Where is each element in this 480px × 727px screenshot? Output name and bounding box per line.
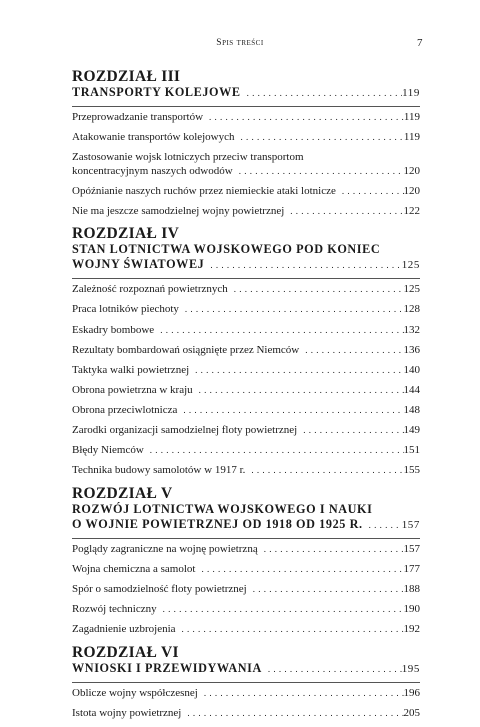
entry-line: [72, 205, 420, 219]
dot-leader: [247, 583, 404, 597]
dot-leader: [203, 111, 404, 125]
chapter-label: ROZDZIAŁ V: [72, 484, 173, 502]
entry-line: [72, 131, 420, 145]
dot-leader: [176, 623, 404, 637]
entry-line: [72, 583, 420, 597]
entry-page-number: 149: [403, 424, 420, 437]
dot-leader: [241, 85, 402, 101]
entry-page-number: 132: [403, 323, 420, 336]
toc-entry[interactable]: [72, 464, 420, 478]
entry-page-number: 196: [403, 686, 420, 699]
chapter-title: WNIOSKI I PRZEWIDYWANIA: [72, 660, 262, 675]
entry-page-number: 177: [403, 562, 420, 575]
entry-line: [72, 185, 420, 199]
toc-entry[interactable]: [72, 404, 420, 418]
toc-entry[interactable]: [72, 111, 420, 125]
dot-leader: [189, 364, 403, 378]
chapter-section: [72, 225, 420, 477]
entry-list: [72, 283, 420, 477]
entry-page-number: 188: [403, 582, 420, 595]
chapter-page-number: 157: [401, 518, 420, 531]
entry-line: [72, 344, 420, 358]
toc-entry[interactable]: [72, 384, 420, 398]
toc-entry[interactable]: [72, 603, 420, 617]
dot-leader: [193, 384, 404, 398]
entry-line: [72, 364, 420, 378]
dot-leader: [245, 464, 403, 478]
entry-page-number: 136: [403, 343, 420, 356]
entry-page-number: 128: [403, 303, 420, 316]
entry-line: [72, 603, 420, 617]
toc-entry[interactable]: [72, 623, 420, 637]
entry-line: [72, 303, 420, 317]
table-of-contents: [72, 68, 420, 727]
dot-leader: [363, 517, 402, 533]
chapter-label: ROZDZIAŁ VI: [72, 643, 179, 661]
toc-entry[interactable]: [72, 283, 420, 297]
entry-line: [72, 444, 420, 458]
entry-title: Spór o samodzielność floty powietrznej: [72, 582, 247, 595]
dot-leader: [144, 444, 404, 458]
dot-leader: [177, 404, 403, 418]
chapter-section: [72, 644, 420, 721]
entry-line: [72, 424, 420, 438]
entry-title: Zarodki organizacji samodzielnej floty powietrznej: [72, 424, 298, 437]
entry-title-first-line: Zastosowanie wojsk lotniczych przeciw transportom: [72, 151, 304, 164]
entry-line: [72, 623, 420, 637]
entry-title: Przeprowadzanie transportów: [72, 111, 204, 123]
chapter-label: ROZDZIAŁ III: [72, 68, 181, 85]
dot-leader: [233, 165, 404, 179]
entry-title: Oblicze wojny współczesnej: [72, 686, 198, 699]
chapter-page-number: 119: [402, 87, 420, 99]
dot-leader: [181, 707, 403, 721]
entry-page-number: 205: [403, 706, 420, 719]
chapter-title-line[interactable]: [72, 257, 420, 273]
toc-entry[interactable]: [72, 324, 420, 338]
dot-leader: [157, 603, 404, 617]
dot-leader: [235, 131, 404, 145]
entry-title: Atakowanie transportów kolejowych: [72, 131, 235, 144]
entry-title: Zagadnienie uzbrojenia: [72, 623, 176, 636]
entry-page-number: 119: [403, 131, 420, 144]
entry-title: Obrona powietrzna w kraju: [72, 383, 193, 396]
chapter-title: WOJNY ŚWIATOWEJ: [72, 257, 205, 272]
entry-page-number: 119: [403, 111, 420, 123]
toc-entry[interactable]: [72, 185, 420, 199]
entry-title: Praca lotników piechoty: [72, 303, 179, 316]
entry-page-number: 125: [403, 283, 420, 296]
dot-leader: [195, 563, 403, 577]
entry-title: Taktyka walki powietrznej: [72, 363, 190, 376]
entry-title: Rozwój techniczny: [72, 603, 157, 615]
entry-line: [72, 543, 420, 557]
entry-line: [72, 707, 420, 721]
entry-list: [72, 687, 420, 721]
entry-title: koncentracyjnym naszych odwodów: [72, 164, 233, 177]
entry-page-number: 122: [403, 204, 420, 217]
entry-line: [72, 687, 420, 701]
dot-leader: [179, 303, 404, 317]
entry-title: Eskadry bombowe: [72, 323, 155, 336]
entry-page-number: 148: [403, 403, 420, 416]
entry-page-number: 155: [403, 464, 420, 477]
dot-leader: [297, 424, 403, 438]
chapter-section: [72, 68, 420, 218]
chapter-page-number: 125: [401, 259, 420, 272]
page-number: 7: [417, 37, 423, 49]
entry-line: [72, 165, 420, 179]
entry-title: Obrona przeciwlotnicza: [72, 403, 178, 416]
entry-title: Zależność rozpoznań powietrznych: [72, 283, 228, 296]
toc-entry[interactable]: [72, 424, 420, 438]
entry-line: [72, 111, 420, 125]
entry-page-number: 120: [403, 184, 420, 197]
chapter-title-line[interactable]: [72, 517, 420, 533]
toc-entry[interactable]: [72, 687, 420, 701]
chapter-divider: [72, 106, 420, 107]
chapter-section: [72, 485, 420, 637]
entry-line: [72, 283, 420, 297]
entry-title: Wojna chemiczna a samolot: [72, 562, 196, 575]
toc-entry[interactable]: [72, 543, 420, 557]
entry-title: Rezultaty bombardowań osiągnięte przez Niemców: [72, 343, 300, 356]
entry-line: [72, 563, 420, 577]
chapter-title: TRANSPORTY KOLEJOWE: [72, 85, 241, 99]
toc-entry[interactable]: [72, 344, 420, 358]
entry-line: [72, 324, 420, 338]
chapter-page-number: 195: [401, 662, 420, 675]
entry-page-number: 120: [403, 164, 420, 177]
entry-line: [72, 404, 420, 418]
dot-leader: [154, 324, 403, 338]
entry-page-number: 140: [403, 363, 420, 376]
toc-entry[interactable]: [72, 151, 420, 178]
chapter-title-line[interactable]: [72, 661, 420, 677]
toc-entry[interactable]: [72, 707, 420, 721]
entry-list: [72, 543, 420, 637]
toc-entry[interactable]: [72, 583, 420, 597]
toc-entry[interactable]: [72, 364, 420, 378]
chapter-divider: [72, 682, 420, 683]
dot-leader: [284, 205, 403, 219]
toc-entry[interactable]: [72, 563, 420, 577]
entry-title: Technika budowy samolotów w 1917 r.: [72, 464, 246, 477]
toc-entry[interactable]: [72, 205, 420, 219]
chapter-title-first-line: STAN LOTNICTWA WOJSKOWEGO POD KONIEC: [72, 242, 381, 257]
entry-page-number: 144: [403, 383, 420, 396]
entry-title: Istota wojny powietrznej: [72, 706, 182, 719]
dot-leader: [198, 687, 404, 701]
entry-page-number: 157: [403, 542, 420, 555]
dot-leader: [228, 283, 404, 297]
dot-leader: [299, 344, 403, 358]
entry-title: Nie ma jeszcze samodzielnej wojny powietrznej: [72, 204, 285, 217]
toc-entry[interactable]: [72, 444, 420, 458]
entry-title: Błędy Niemców: [72, 444, 144, 457]
entry-title: Poglądy zagraniczne na wojnę powietrzną: [72, 542, 258, 555]
dot-leader: [258, 543, 404, 557]
entry-line: [72, 464, 420, 478]
dot-leader: [262, 661, 402, 677]
chapter-title: O WOJNIE POWIETRZNEJ OD 1918 OD 1925 R.: [72, 516, 363, 531]
chapter-title-first-line: ROZWÓJ LOTNICTWA WOJSKOWEGO I NAUKI: [72, 501, 373, 516]
entry-list: [72, 111, 420, 218]
toc-entry[interactable]: [72, 131, 420, 145]
dot-leader: [336, 185, 404, 199]
entry-line: [72, 384, 420, 398]
chapter-label: ROZDZIAŁ IV: [72, 225, 180, 243]
chapter-divider: [72, 538, 420, 539]
chapter-divider: [72, 278, 420, 279]
toc-entry[interactable]: [72, 303, 420, 317]
entry-page-number: 151: [403, 444, 420, 457]
running-title: Spis treści: [216, 38, 264, 48]
entry-page-number: 190: [403, 603, 420, 615]
entry-page-number: 192: [403, 623, 420, 636]
dot-leader: [204, 257, 401, 273]
chapter-title-line[interactable]: [72, 85, 420, 101]
entry-title: Opóźnianie naszych ruchów przez niemieckie ataki lotnicze: [72, 184, 336, 197]
